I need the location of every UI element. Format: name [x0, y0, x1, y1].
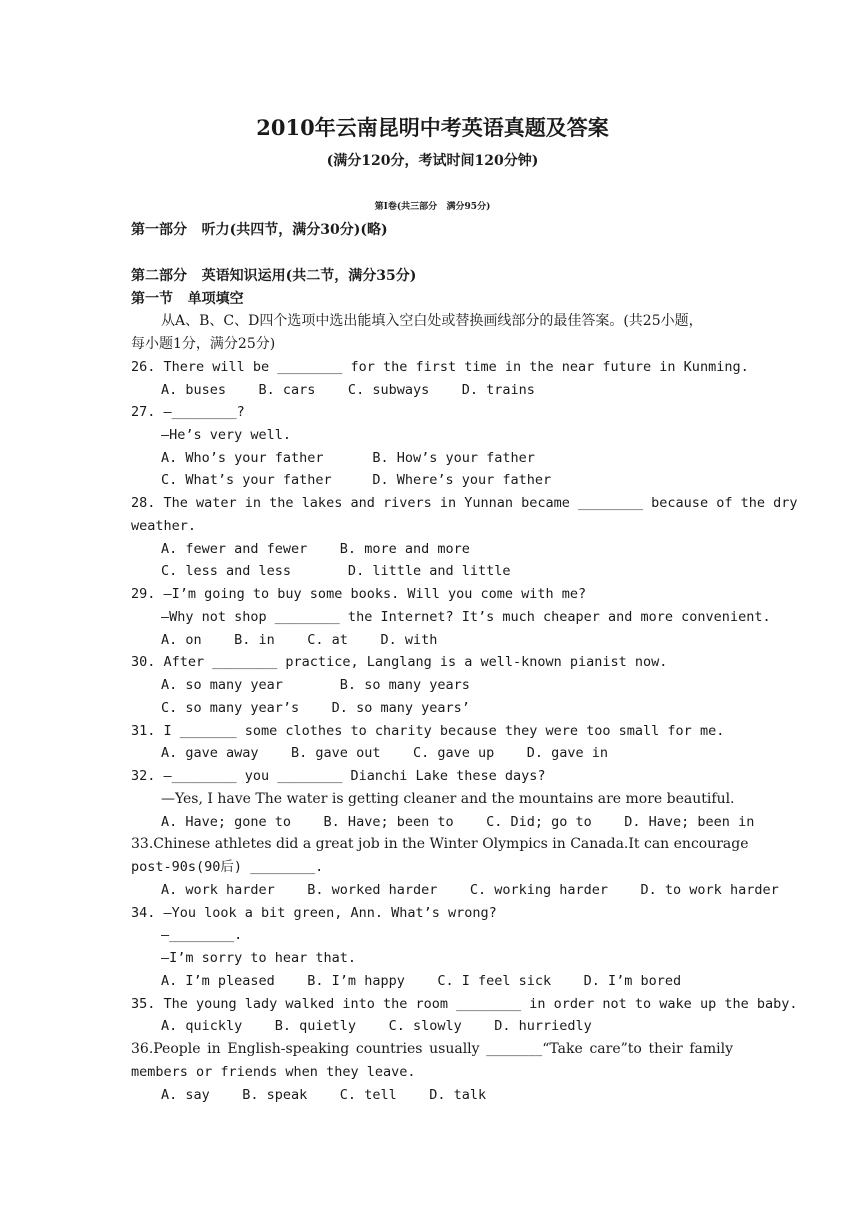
document-subtitle: (满分120分，考试时间120分钟) — [326, 153, 539, 169]
question-34-blank: —________. — [161, 927, 243, 943]
question-29: 29. —I’m going to buy some books. Will you come with me? — [131, 586, 587, 602]
question-32-reply: —Yes, I have The water is getting cleaner and the mountains are more beautiful. — [161, 791, 735, 807]
question-30-options-ab: A. so many year B. so many years — [161, 677, 470, 693]
question-27-options-cd: C. What’s your father D. Where’s your father — [161, 472, 552, 488]
question-28-options-ab: A. fewer and fewer B. more and more — [161, 541, 470, 557]
question-34: 34. —You look a bit green, Ann. What’s wrong? — [131, 905, 497, 921]
question-30: 30. After ________ practice, Langlang is a well-known pianist now. — [131, 654, 668, 670]
question-36-line-2: members or friends when they leave. — [131, 1064, 416, 1080]
question-30-options-cd: C. so many year’s D. so many years’ — [161, 700, 470, 716]
question-27: 27. —________? — [131, 404, 245, 420]
question-26: 26. There will be ________ for the first time in the near future in Kunming. — [131, 359, 749, 375]
question-28-options-cd: C. less and less D. little and little — [161, 563, 511, 579]
section1-heading: 第一节 单项填空 — [131, 291, 244, 307]
question-28-line-2: weather. — [131, 518, 197, 534]
document-title: 2010年云南昆明中考英语真题及答案 — [256, 115, 609, 140]
question-36-line-1: 36.People in English-speaking countries usually ________“Take care”to their family — [131, 1041, 733, 1057]
question-34-reply: —I’m sorry to hear that. — [161, 950, 357, 966]
question-26-options: A. buses B. cars C. subways D. trains — [161, 382, 535, 398]
question-31: 31. I _______ some clothes to charity because they were too small for me. — [131, 723, 725, 739]
question-31-options: A. gave away B. gave out C. gave up D. gave in — [161, 745, 609, 761]
question-33-line-2: post-90s(90后) ________. — [131, 859, 324, 875]
question-29-options: A. on B. in C. at D. with — [161, 632, 438, 648]
question-35: 35. The young lady walked into the room ________ in order not to wake up the baby. — [131, 996, 798, 1012]
part2-heading: 第二部分 英语知识运用(共二节，满分35分) — [131, 268, 417, 284]
part1-heading: 第一部分 听力(共四节，满分30分)(略) — [131, 222, 388, 238]
question-27-options-ab: A. Who’s your father B. How’s your father — [161, 450, 535, 466]
question-36-options: A. say B. speak C. tell D. talk — [161, 1087, 487, 1103]
question-32: 32. —________ you ________ Dianchi Lake these days? — [131, 768, 546, 784]
instructions-line-2: 每小题1分，满分25分) — [131, 336, 276, 352]
question-29-reply: —Why not shop ________ the Internet? It’s much cheaper and more convenient. — [161, 609, 771, 625]
question-33-options: A. work harder B. worked harder C. working harder D. to work harder — [161, 882, 779, 898]
question-32-options: A. Have; gone to B. Have; been to C. Did; go to D. Have; been in — [161, 814, 755, 830]
question-27-reply: —He’s very well. — [161, 427, 292, 443]
question-28-line-1: 28. The water in the lakes and rivers in Yunnan became ________ because of the dry — [131, 495, 798, 511]
instructions-line-1: 从A、B、C、D四个选项中选出能填入空白处或替换画线部分的最佳答案。(共25小题， — [161, 313, 703, 329]
question-35-options: A. quickly B. quietly C. slowly D. hurriedly — [161, 1018, 592, 1034]
question-34-options: A. I’m pleased B. I’m happy C. I feel sick D. I’m bored — [161, 973, 682, 989]
question-33-line-1: 33.Chinese athletes did a great job in the Winter Olympics in Canada.It can encourage — [131, 836, 749, 852]
volume-header: 第Ⅰ卷(共三部分 满分95分) — [374, 202, 491, 212]
